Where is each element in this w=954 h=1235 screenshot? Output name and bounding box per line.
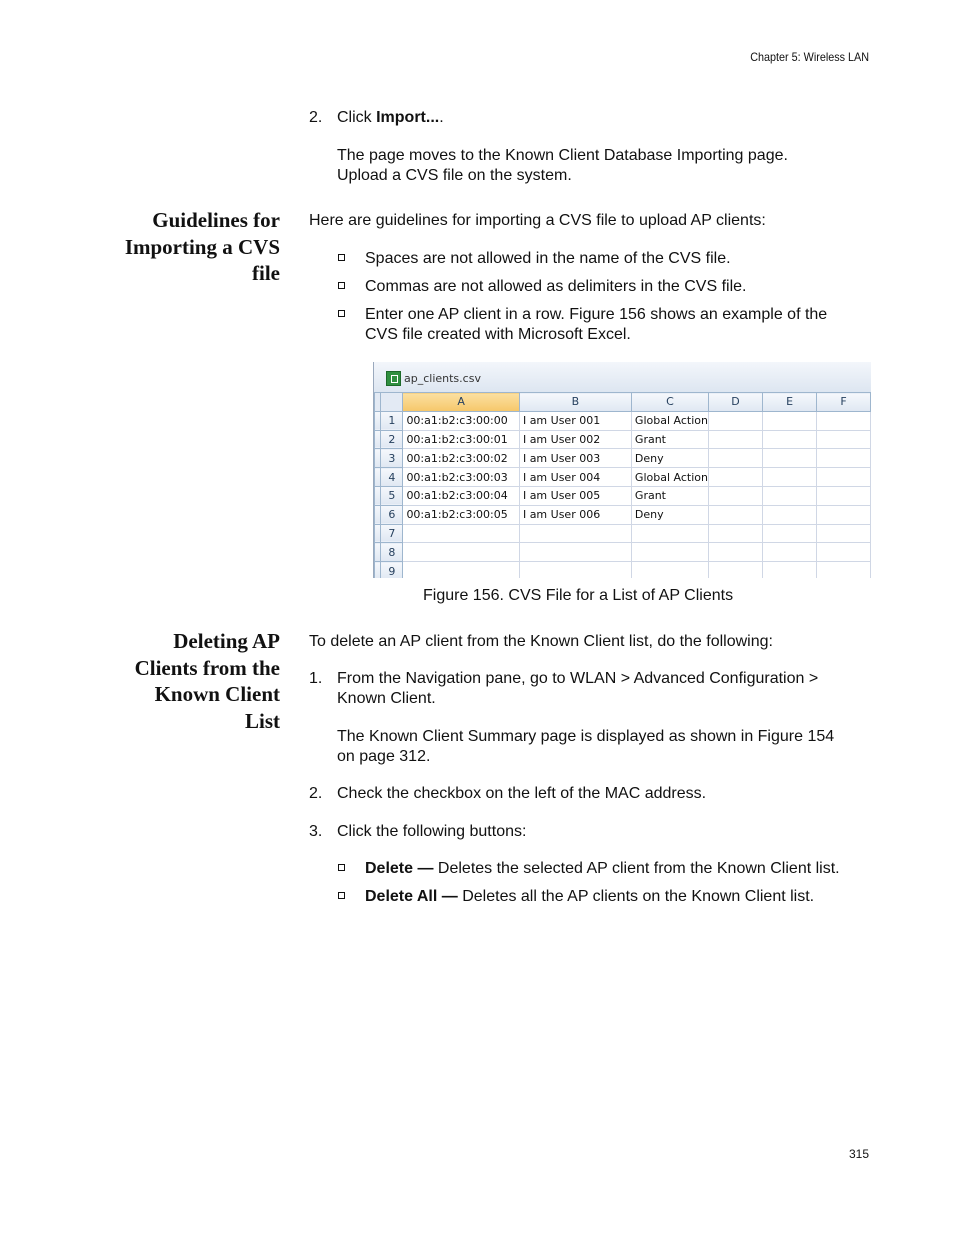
row-header[interactable]: 6	[381, 505, 403, 524]
delete-all-desc: Deletes all the AP clients on the Known Client list.	[457, 888, 815, 905]
select-all-corner[interactable]	[381, 393, 403, 412]
cell-user-name[interactable]: I am User 006	[519, 505, 631, 524]
step-2-import	[309, 108, 444, 128]
cell-action[interactable]: Deny	[631, 449, 708, 468]
cell-mac-address[interactable]: 00:a1:b2:c3:00:04	[403, 486, 520, 505]
cell-empty[interactable]	[763, 449, 817, 468]
result-line: Upload a CVS file on the system.	[337, 167, 572, 184]
cell-empty[interactable]	[817, 486, 871, 505]
table-row	[375, 486, 871, 505]
cell-empty[interactable]	[817, 543, 871, 562]
row-header[interactable]: 4	[381, 468, 403, 487]
guideline-bullet	[365, 277, 747, 297]
guideline-bullet	[365, 305, 827, 345]
delete-all-label: Delete All —	[365, 888, 458, 905]
cell-empty[interactable]	[708, 524, 762, 543]
cell-empty[interactable]	[763, 468, 817, 487]
cell-mac-address[interactable]: 00:a1:b2:c3:00:03	[403, 468, 520, 487]
cell-mac-address[interactable]	[403, 543, 520, 562]
cell-empty[interactable]	[708, 505, 762, 524]
table-row	[375, 449, 871, 468]
table-row	[375, 505, 871, 524]
step-suffix: .	[439, 109, 444, 126]
page-number: 315	[848, 1147, 869, 1161]
cell-empty[interactable]	[708, 430, 762, 449]
step-text: From the Navigation pane, go to WLAN > Advanced Configuration >	[337, 670, 819, 687]
heading-line: Deleting AP	[173, 629, 280, 653]
delete-step-2	[309, 784, 706, 804]
step-2-result	[337, 146, 788, 186]
cell-empty[interactable]	[708, 486, 762, 505]
cell-empty[interactable]	[817, 524, 871, 543]
cell-empty[interactable]	[708, 449, 762, 468]
cell-empty[interactable]	[763, 524, 817, 543]
column-header[interactable]: B	[519, 393, 631, 412]
cell-action[interactable]	[631, 543, 708, 562]
delete-desc: Deletes the selected AP client from the Known Client list.	[433, 860, 840, 877]
cell-user-name[interactable]: I am User 003	[519, 449, 631, 468]
cell-empty[interactable]	[763, 505, 817, 524]
chapter-header: Chapter 5: Wireless LAN	[750, 50, 869, 64]
delete-step-1-cont: Known Client.	[337, 690, 436, 707]
bullet-box-icon	[338, 282, 345, 289]
row-header[interactable]: 3	[381, 449, 403, 468]
cell-mac-address[interactable]: 00:a1:b2:c3:00:05	[403, 505, 520, 524]
cell-empty[interactable]	[817, 562, 871, 578]
heading-line: Clients from the	[134, 655, 280, 680]
bullet-text: Commas are not allowed as delimiters in the CVS file.	[365, 278, 747, 295]
cell-action[interactable]	[631, 524, 708, 543]
step-number: 1.	[309, 670, 323, 687]
bullet-text: Spaces are not allowed in the name of the CVS file.	[365, 250, 731, 267]
cell-user-name[interactable]	[519, 524, 631, 543]
result-line: The Known Client Summary page is displayed as shown in Figure 154	[337, 728, 835, 745]
guideline-bullet	[365, 249, 731, 269]
table-row	[375, 468, 871, 487]
cell-action[interactable]	[631, 562, 708, 578]
cell-user-name[interactable]: I am User 004	[519, 468, 631, 487]
heading-line: Importing a CVS	[124, 234, 280, 259]
cell-empty[interactable]	[708, 411, 762, 430]
delete-label: Delete —	[365, 860, 434, 877]
cell-empty[interactable]	[763, 486, 817, 505]
cell-empty[interactable]	[763, 411, 817, 430]
cell-mac-address[interactable]	[403, 562, 520, 578]
cell-mac-address[interactable]: 00:a1:b2:c3:00:00	[403, 411, 520, 430]
table-row	[375, 562, 871, 578]
step-number: 2.	[309, 785, 323, 802]
bullet-box-icon	[338, 892, 345, 899]
cell-empty[interactable]	[708, 562, 762, 578]
row-header[interactable]: 2	[381, 430, 403, 449]
delete-step-1	[309, 669, 818, 689]
delete-all-button-bullet	[365, 887, 814, 907]
cell-action[interactable]: Global Action	[631, 411, 708, 430]
cell-user-name[interactable]: I am User 001	[519, 411, 631, 430]
guidelines-heading	[80, 207, 280, 287]
cell-empty[interactable]	[763, 562, 817, 578]
cell-mac-address[interactable]	[403, 524, 520, 543]
cell-user-name[interactable]: I am User 002	[519, 430, 631, 449]
heading-line: Guidelines for	[152, 208, 280, 232]
cell-user-name[interactable]	[519, 562, 631, 578]
cell-action[interactable]: Deny	[631, 505, 708, 524]
delete-step-3	[309, 822, 526, 842]
cell-empty[interactable]	[763, 430, 817, 449]
cell-empty[interactable]	[817, 505, 871, 524]
bullet-text: CVS file created with Microsoft Excel.	[365, 326, 631, 343]
cell-empty[interactable]	[817, 468, 871, 487]
row-header[interactable]: 9	[381, 562, 403, 578]
step-text: Check the checkbox on the left of the MAC address.	[337, 785, 707, 802]
row-header[interactable]: 7	[381, 524, 403, 543]
spreadsheet-titlebar	[374, 362, 871, 392]
cell-empty[interactable]	[763, 543, 817, 562]
column-header[interactable]: E	[763, 393, 817, 412]
bullet-text: Enter one AP client in a row. Figure 156 shows an example of the	[365, 306, 828, 323]
spreadsheet-figure	[373, 362, 871, 578]
step-number: 3.	[309, 823, 323, 840]
column-header[interactable]: C	[631, 393, 708, 412]
spreadsheet-grid	[374, 392, 871, 578]
bullet-box-icon	[338, 864, 345, 871]
column-header[interactable]: A	[403, 393, 520, 412]
heading-line: file	[252, 261, 280, 285]
column-header[interactable]: D	[708, 393, 762, 412]
cell-mac-address[interactable]: 00:a1:b2:c3:00:02	[403, 449, 520, 468]
table-row	[375, 411, 871, 430]
spreadsheet-filename: ap_clients.csv	[404, 372, 481, 385]
guidelines-intro: Here are guidelines for importing a CVS file to upload AP clients:	[309, 212, 766, 229]
bullet-box-icon	[338, 310, 345, 317]
row-header[interactable]: 1	[381, 411, 403, 430]
cell-mac-address[interactable]: 00:a1:b2:c3:00:01	[403, 430, 520, 449]
bullet-box-icon	[338, 254, 345, 261]
delete-button-bullet	[365, 859, 840, 879]
cell-action[interactable]: Global Action	[631, 468, 708, 487]
cell-empty[interactable]	[708, 468, 762, 487]
row-header[interactable]: 5	[381, 486, 403, 505]
step-text: Click the following buttons:	[337, 823, 527, 840]
heading-line: List	[244, 708, 280, 733]
excel-file-icon	[386, 371, 401, 386]
cell-action[interactable]: Grant	[631, 486, 708, 505]
result-line: on page 312.	[337, 748, 431, 765]
table-row	[375, 524, 871, 543]
row-header[interactable]: 8	[381, 543, 403, 562]
step-prefix: Click	[337, 109, 377, 126]
cell-user-name[interactable]	[519, 543, 631, 562]
result-line: The page moves to the Known Client Database Importing page.	[337, 147, 788, 164]
cell-empty[interactable]	[708, 543, 762, 562]
cell-empty[interactable]	[817, 430, 871, 449]
cell-empty[interactable]	[817, 411, 871, 430]
import-label: Import...	[376, 109, 440, 126]
delete-step-1-result	[337, 727, 834, 767]
column-header[interactable]: F	[817, 393, 871, 412]
cell-user-name[interactable]: I am User 005	[519, 486, 631, 505]
deleting-heading	[80, 628, 280, 734]
cell-empty[interactable]	[817, 449, 871, 468]
table-row	[375, 543, 871, 562]
heading-line: Known Client	[154, 682, 280, 706]
table-row	[375, 430, 871, 449]
cell-action[interactable]: Grant	[631, 430, 708, 449]
step-number: 2.	[309, 109, 323, 126]
deleting-intro: To delete an AP client from the Known Client list, do the following:	[309, 633, 773, 650]
figure-caption: Figure 156. CVS File for a List of AP Clients	[423, 587, 734, 604]
